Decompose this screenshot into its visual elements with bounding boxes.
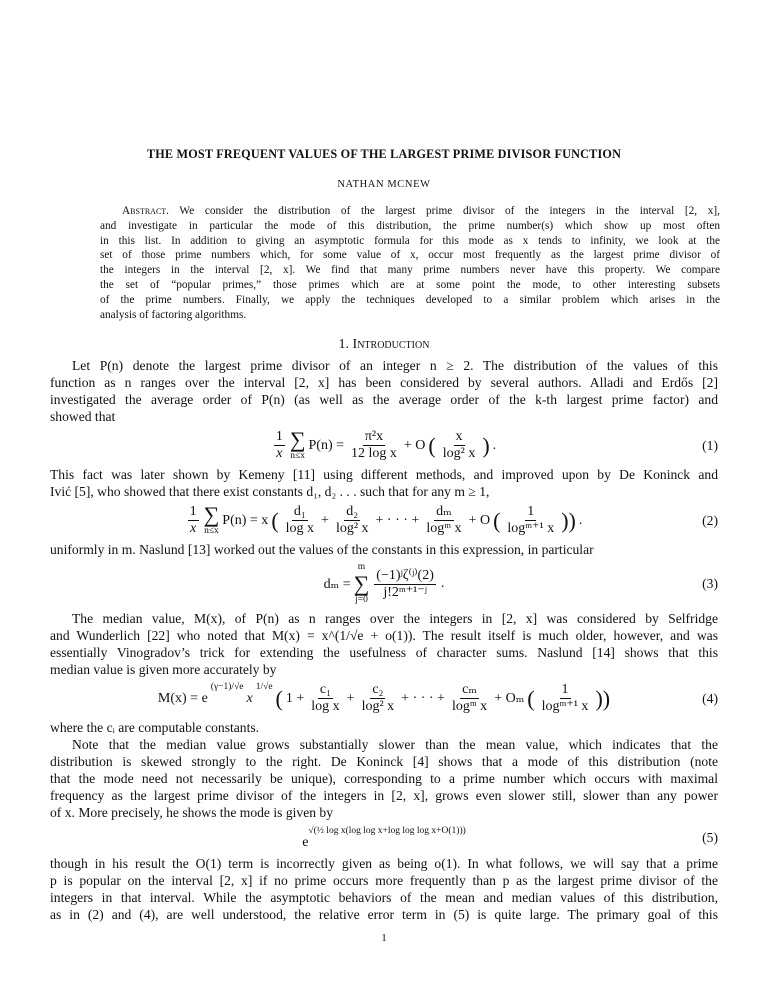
abstract-line: and investigate in particular the mode of this distribution, the prime number(s) which show up most often xyxy=(100,219,720,232)
paragraph-5 xyxy=(50,719,718,821)
text-line: of x. More precisely, he shows the mode is given by xyxy=(50,805,334,821)
abstract-line: the set of “popular primes,” those primes which are at some point the mode, to other interesting subsets xyxy=(100,278,720,291)
equation-number: (3) xyxy=(702,576,718,592)
paragraph-6 xyxy=(50,855,718,923)
eq-denominator: log² x xyxy=(361,699,395,715)
text-line: uniformly in m. Naslund [13] worked out the values of the constants in this expression, in particular xyxy=(50,542,594,558)
eq-term: 1 + xyxy=(285,690,305,706)
text-line: This fact was later shown by Kemeny [11] using different methods, and improved upon by De Koninck and xyxy=(50,467,718,483)
eq-numerator: π²x xyxy=(364,429,384,445)
eq-numerator: (−1)ʲζ⁽ʲ⁾(2) xyxy=(376,567,434,583)
eq-period: . xyxy=(492,437,497,453)
sum-superscript: m xyxy=(357,562,366,573)
eq-lhs: P(n) = xyxy=(308,437,345,453)
text-line: distribution is skewed strongly to the right. De Koninck [4] shows that a mode of this distribution (note xyxy=(50,754,718,770)
section-heading: 1. Introduction xyxy=(338,337,430,353)
eq-denominator: logᵐ⁺¹ x xyxy=(541,699,589,715)
eq-lhs: P(n) = x xyxy=(222,512,269,528)
eq-numerator: c₂ xyxy=(372,682,384,698)
equation-number: (4) xyxy=(702,690,718,706)
abstract-line: the integers in the interval [2, x]. We find that many prime numbers never have this property. We compare xyxy=(100,264,720,277)
equation-2: $\frac{1}{x}$ ∑ n≤x P(n) = x ( $\frac{\text{d₁}}{\text{log x}}$ + $\frac{\text{d₂}}{\text{log² x}}$ + · · · + $\frac{\text{dₘ}}{\text{logᵐ x}}$ + O ( $\frac{1}{\text{logᵐ⁺¹ x}}$ )) . (2) xyxy=(189,502,718,537)
eq-denominator: logᵐ x xyxy=(451,699,488,715)
paper-title: THE MOST FREQUENT VALUES OF THE LARGEST PRIME DIVISOR FUNCTION xyxy=(146,147,622,161)
equation-number: (1) xyxy=(702,437,718,453)
text-line: frequency as the largest prime divisor of the integers in [2, x], grows even slower still, slower than any power xyxy=(50,788,718,804)
equation-1: $\frac{1}{x}$ ∑ n≤x P(n) = $\frac{\text{π²x}}{\text{12 log x}}$ + O ( $\frac{x}{\text{log² x}}$ ) . (1) xyxy=(275,427,718,462)
big-o: + O xyxy=(468,512,491,528)
text-line: Ivić [5], who showed that there exist constants d₁, d₂ . . . such that for any m ≥ 1, xyxy=(50,484,490,500)
abstract-line: set of those prime numbers which, for some value of x, occur most frequently as the largest prime divisor of xyxy=(100,249,720,262)
text-line: that the mode need not necessarily be unique), corresponding to a prime number which occurs with maximal xyxy=(50,771,718,787)
eq-numerator: d₁ xyxy=(293,504,306,520)
eq-numerator: dₘ xyxy=(436,504,452,520)
paragraph-2 xyxy=(50,466,718,500)
eq-denominator: log² x xyxy=(335,521,369,537)
page-number: 1 xyxy=(381,932,387,945)
author: NATHAN MCNEW xyxy=(337,179,431,190)
equation-number: (5) xyxy=(702,830,718,846)
equation-number: (2) xyxy=(702,512,718,528)
abstract-line: of the prime numbers. Finally, we apply the techniques developed to a similar problem which arises in the xyxy=(100,293,720,306)
abstract-line: in this list. In addition to giving an asymptotic formula for this mode as x tends to infinity, we look at the xyxy=(100,234,720,247)
eq-period: . xyxy=(440,576,445,592)
eq-denominator: logᵐ x xyxy=(426,521,462,537)
paragraph-1 xyxy=(50,357,718,425)
eq-exponent: √(½ log x(log log x+log log log x+O(1))) xyxy=(308,826,466,837)
text-line: median value is given more accurately by xyxy=(50,662,277,678)
eq-lhs: dₘ = xyxy=(323,576,351,592)
sum-subscript: n≤x xyxy=(290,451,306,462)
sum-subscript: j=0 xyxy=(355,595,368,606)
eq-numerator: cₘ xyxy=(462,682,477,698)
text-line: p is popular on the interval [2, x] if no prime occurs more frequently than p as the largest prime divisor of the xyxy=(50,873,718,889)
eq-denominator: 12 log x xyxy=(351,446,397,462)
sum-subscript: n≤x xyxy=(204,526,219,537)
eq-var: x xyxy=(246,690,253,706)
big-o: + O xyxy=(403,437,426,453)
text-line: essentially Vinogradov’s trick for extending the usefulness of character sums. Naslund [14] shows that this xyxy=(50,645,718,661)
eq-lhs: M(x) = e xyxy=(157,690,208,706)
eq-numerator: 1 xyxy=(527,504,535,520)
text-line: though in his result the O(1) term is incorrectly given as being o(1). In what follows, we will say that a prime xyxy=(50,856,718,872)
eq-denominator: log² x xyxy=(442,446,476,462)
text-line: The median value, M(x), of P(n) as n ranges over the integers in [2, x] was considered by Selfridge xyxy=(72,611,718,627)
eq-numerator: d₂ xyxy=(346,504,359,520)
text-line: showed that xyxy=(50,409,116,425)
text-line: Note that the median value grows substantially slower than the mean value, which indicates that the xyxy=(72,737,718,753)
paragraph-3 xyxy=(50,541,718,558)
eq-denominator: logᵐ⁺¹ x xyxy=(507,521,555,537)
text-line: where the cᵢ are computable constants. xyxy=(50,720,260,736)
text-line: function as n ranges over the interval [2, x] has been considered by several authors. Alladi and Erdős [2] xyxy=(50,375,718,391)
equation-3: dₘ = m ∑ j=0 $\frac{\text{(−1)ʲζ⁽ʲ⁾(2)}}{\text{j!2ᵐ⁺¹⁻ʲ}}$ . (3) xyxy=(323,562,718,606)
text-line: investigated the average order of P(n) (as well as the average order of the k-th largest prime factor) and xyxy=(50,392,718,408)
eq-base: e xyxy=(302,835,309,851)
eq-exponent: 1/√e xyxy=(255,682,273,693)
abstract-line: We consider the distribution of the largest prime divisor of the integers in the interval [2, x], xyxy=(169,205,720,217)
eq-dots: + · · · + xyxy=(375,512,420,528)
paragraph-4 xyxy=(50,610,718,678)
eq-denominator: j!2ᵐ⁺¹⁻ʲ xyxy=(383,584,427,600)
abstract xyxy=(100,204,720,322)
text-line: integers in that interval. While the asymptotic behaviors of the mean and median values of this distribution, xyxy=(50,890,718,906)
eq-numerator: 1 xyxy=(561,682,569,698)
equation-4: M(x) = e $^{(\gamma-1)/√e}$ x $^{1/√e}$ ( 1 + $\frac{\text{c₁}}{\text{log x}}$ + $\frac{\text{c₂}}{\text{log² x}}$ + · · · + $\frac{\text{cₘ}}{\text{logᵐ x}}$ + Oₘ ( $\frac{1}{\text{logᵐ⁺¹ x}}$ )) (4) xyxy=(157,682,718,715)
eq-exponent: (γ−1)/√e xyxy=(210,682,244,693)
equation-5 xyxy=(50,825,718,851)
abstract-line: analysis of factoring algorithms. xyxy=(100,308,247,321)
eq-dots: + · · · + xyxy=(401,690,445,706)
eq-numerator: x xyxy=(455,429,463,445)
eq-denominator: log x xyxy=(285,521,315,537)
eq-denominator: log x xyxy=(311,699,340,715)
text-line: and Wunderlich [22] who noted that M(x) = x^(1/√e + o(1)). The result itself is much older, however, and was xyxy=(50,628,718,644)
eq-numerator: c₁ xyxy=(319,682,332,698)
text-line: Let P(n) denote the largest prime divisor of an integer n ≥ 2. The distribution of the values of this xyxy=(72,358,718,374)
text-line: as in (2) and (4), are well understood, the relative error term in (5) is quite large. The primary goal of this xyxy=(50,907,718,923)
big-o: + Oₘ xyxy=(494,691,525,707)
abstract-label: Abstract. xyxy=(122,205,169,217)
